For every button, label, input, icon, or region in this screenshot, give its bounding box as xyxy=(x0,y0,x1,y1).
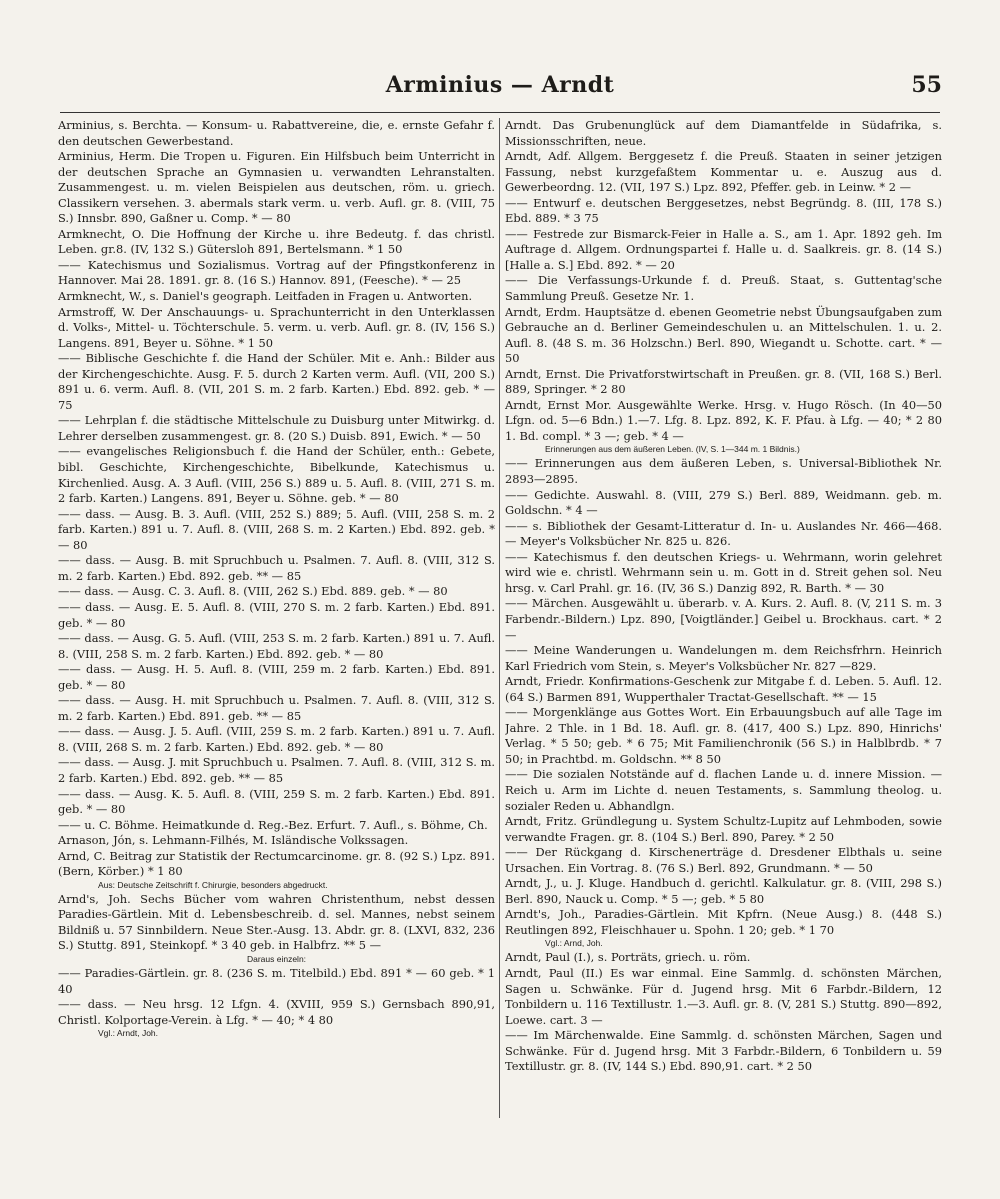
source-note: Vgl.: Arnd, Joh. xyxy=(545,938,603,949)
bibliography-entry: —— Festrede zur Bismarck-Feier in Halle a. S., am 1. Apr. 1892 geh. Im Auftrage d. Allgem. Ordnungspartei f. Halle u. d. Saalkreis. gr. 8. (14 S.) [Halle a. S.] Ebd. 892. * — 20 xyxy=(505,226,942,272)
bibliography-entry: Arndt, Erdm. Hauptsätze d. ebenen Geometrie nebst Übungsaufgaben zum Gebrauche an d. Berliner Gemeindeschulen u. an Mittelschulen. 1. u. 2. Aufl. 8. (48 S. m. 36 Holzschn.) Berl. 890, Wiegandt u. Schotte. cart. * — 50 xyxy=(505,304,942,366)
bibliography-entry: —— dass. — Ausg. C. 3. Aufl. 8. (VIII, 262 S.) Ebd. 889. geb. * — 80 xyxy=(58,584,448,599)
bibliography-entry: —— dass. — Ausg. G. 5. Aufl. (VIII, 253 S. m. 2 farb. Karten.) 891 u. 7. Aufl. 8. (VIII, 258 S. m. 2 farb. Karten.) Ebd. 892. geb. * — 80 xyxy=(58,631,495,661)
bibliography-entry: —— Entwurf e. deutschen Berggesetzes, nebst Begründg. 8. (III, 178 S.) Ebd. 889. * 3 75 xyxy=(505,195,942,226)
bibliography-entry: Arndt, Ernst. Die Privatforstwirtschaft in Preußen. gr. 8. (VII, 168 S.) Berl. 889, Springer. * 2 80 xyxy=(505,366,942,397)
bibliography-entry: Arminius, s. Berchta. — Konsum- u. Rabattvereine, die, e. ernste Gefahr f. den deutschen Gewerbestand. xyxy=(58,118,495,148)
header-rule xyxy=(60,112,940,113)
bibliography-entry: —— Morgenklänge aus Gottes Wort. Ein Erbauungsbuch auf alle Tage im Jahre. 2 Thle. in 1 Bd. 18. Aufl. gr. 8. (417, 400 S.) Lpz. 890, Hinrichs' Verlag. * 5 50; geb. * 6 75; Mit Familienchronik (56 S.) in Halblbrdb. * 7 50; in Prachtbd. m. Goldschn. ** 8 50 xyxy=(505,705,942,766)
bibliography-entry: —— Im Märchenwalde. Eine Sammlg. d. schönsten Märchen, Sagen und Schwänke. Für d. Jugend hrsg. Mit 3 Farbdr.-Bildern, 6 Tonbildern u. 59 Textillustr. gr. 8. (IV, 144 S.) Ebd. 890,91. cart. * 2 50 xyxy=(505,1028,942,1074)
bibliography-entry: Arndt, Paul (I.), s. Porträts, griech. u. röm. xyxy=(505,950,751,965)
bibliography-entry: Arndt, Friedr. Konfirmations-Geschenk zur Mitgabe f. d. Leben. 5. Aufl. 12. (64 S.) Barmen 891, Wupperthaler Tractat-Gesellschaft. ** — 15 xyxy=(505,674,942,704)
bibliography-entry: —— Erinnerungen aus dem äußeren Leben, s. Universal-Bibliothek Nr. 2893—2895. xyxy=(505,456,942,487)
section-note: Daraus einzeln: xyxy=(246,953,307,964)
bibliography-entry: —— Märchen. Ausgewählt u. überarb. v. A. Kurs. 2. Aufl. 8. (V, 211 S. m. 3 Farbendr.-Bildern.) Lpz. 890, [Voigtländer.] Geibel u. Brockhaus. cart. * 2 — xyxy=(505,596,942,642)
bibliography-entry: Arndt. Das Grubenunglück auf dem Diamantfelde in Südafrika, s. Missionsschriften, neue. xyxy=(505,118,942,148)
bibliography-entry: —— dass. — Neu hrsg. 12 Lfgn. 4. (XVIII, 959 S.) Gernsbach 890,91, Christl. Kolportage-Verein. à Lfg. * — 40; * 4 80 xyxy=(58,997,495,1027)
source-note: Vgl.: Arndt, Joh. xyxy=(98,1028,159,1039)
bibliography-entry: —— dass. — Ausg. J. 5. Aufl. (VIII, 259 S. m. 2 farb. Karten.) 891 u. 7. Aufl. 8. (VIII, 268 S. m. 2 farb. Karten.) Ebd. 892. geb. * — 80 xyxy=(58,724,495,754)
bibliography-entry: Arnd, C. Beitrag zur Statistik der Rectumcarcinome. gr. 8. (92 S.) Lpz. 891. (Bern, Körber.) * 1 80 xyxy=(58,848,495,879)
bibliography-entry: Armknecht, W., s. Daniel's geograph. Leitfaden in Fragen u. Antworten. xyxy=(58,289,473,304)
right-column xyxy=(505,118,942,1138)
bibliography-entry: —— dass. — Ausg. J. mit Spruchbuch u. Psalmen. 7. Aufl. 8. (VIII, 312 S. m. 2 farb. Karten.) Ebd. 892. geb. ** — 85 xyxy=(58,755,495,785)
page-number: 55 xyxy=(911,72,942,98)
bibliography-entry: —— Lehrplan f. die städtische Mittelschule zu Duisburg unter Mitwirkg. d. Lehrer derselben zusammengest. gr. 8. (20 S.) Duisb. 891, Ewich. * — 50 xyxy=(58,413,495,443)
bibliography-entry: —— Katechismus f. den deutschen Kriegs- u. Wehrmann, worin gelehret wird wie e. christl. Wehrmann sein u. m. Gott in d. Streit gehen sol. Neu hrsg. v. Carl Prahl. gr. 16. (IV, 36 S.) Danzig 892, R. Barth. * — 30 xyxy=(505,549,942,595)
bibliography-entry: Arndt, Ernst Mor. Ausgewählte Werke. Hrsg. v. Hugo Rösch. (In 40—50 Lfgn. od. 5—6 Bdn.) 1.—7. Lfg. 8. Lpz. 892, K. F. Pfau. à Lfg. — 40; * 2 80 1. Bd. compl. * 3 —; geb. * 4 — xyxy=(505,397,942,443)
left-column xyxy=(58,118,495,1138)
running-head xyxy=(0,72,1000,102)
bibliography-entry: —— Der Rückgang d. Kirschenerträge d. Dresdener Elbthals u. seine Ursachen. Ein Vortrag. 8. (76 S.) Berl. 892, Grundmann. * — 50 xyxy=(505,845,942,875)
bibliography-entry: Arndt's, Joh., Paradies-Gärtlein. Mit Kpfrn. (Neue Ausg.) 8. (448 S.) Reutlingen 892, Fleischhauer u. Spohn. 1 20; geb. * 1 70 xyxy=(505,907,942,937)
column-divider xyxy=(499,118,500,1118)
bibliography-entry: —— Biblische Geschichte f. die Hand der Schüler. Mit e. Anh.: Bilder aus der Kirchengeschichte. Ausg. F. 5. durch 2 Karten verm. Aufl. (VII, 200 S.) 891 u. 6. verm. Aufl. 8. (VII, 201 S. m. 2 farb. Karten.) Ebd. 892. geb. * — 75 xyxy=(58,351,495,412)
bibliography-entry: Arnd's, Joh. Sechs Bücher vom wahren Christenthum, nebst dessen Paradies-Gärtlein. Mit d. Lebensbeschreib. d. sel. Mannes, nebst seinem Bildniß u. 57 Sinnbildern. Neue Ster.-Ausg. 13. Abdr. gr. 8. (LXVI, 832, 236 S.) Stuttg. 891, Steinkopf. * 3 40 geb. in Halbfrz. ** 5 — xyxy=(58,891,495,953)
bibliography-entry: —— Gedichte. Auswahl. 8. (VIII, 279 S.) Berl. 889, Weidmann. geb. m. Goldschn. * 4 — xyxy=(505,487,942,518)
bibliography-entry: —— Paradies-Gärtlein. gr. 8. (236 S. m. Titelbild.) Ebd. 891 * — 60 geb. * 1 40 xyxy=(58,965,495,996)
bibliography-entry: —— dass. — Ausg. E. 5. Aufl. 8. (VIII, 270 S. m. 2 farb. Karten.) Ebd. 891. geb. * — 80 xyxy=(58,599,495,630)
bibliography-entry: —— evangelisches Religionsbuch f. die Hand der Schüler, enth.: Gebete, bibl. Geschichte, Kirchengeschichte, Bibelkunde, Katechismus u. Kirchenlied. Ausg. A. 3 Aufl. (VIII, 256 S.) 889 u. 5. Aufl. 8. (VIII, 271 S. m. 2 farb. Karten.) Langens. 891, Beyer u. Söhne. geb. * — 80 xyxy=(58,444,495,506)
bibliography-entry: Arndt, Fritz. Gründlegung u. System Schultz-Lupitz auf Lehmboden, sowie verwandte Fragen. gr. 8. (104 S.) Berl. 890, Parey. * 2 50 xyxy=(505,814,942,844)
bibliography-entry: —— dass. — Ausg. B. mit Spruchbuch u. Psalmen. 7. Aufl. 8. (VIII, 312 S. m. 2 farb. Karten.) Ebd. 892. geb. ** — 85 xyxy=(58,553,495,583)
bibliography-entry: Arndt, Paul (II.) Es war einmal. Eine Sammlg. d. schönsten Märchen, Sagen u. Schwänke. Für d. Jugend hrsg. Mit 6 Farbdr.-Bildern, 12 Tonbildern u. 116 Textillustr. 1.—3. Aufl. gr. 8. (V, 281 S.) Stuttg. 890—892, Loewe. cart. 3 — xyxy=(505,965,942,1027)
bibliography-entry: —— dass. — Ausg. H. mit Spruchbuch u. Psalmen. 7. Aufl. 8. (VIII, 312 S. m. 2 farb. Karten.) Ebd. 891. geb. ** — 85 xyxy=(58,693,495,723)
bibliography-entry: Arnason, Jón, s. Lehmann-Filhés, M. Isländische Volkssagen. xyxy=(58,833,409,848)
page-title: Arminius — Arndt xyxy=(385,72,615,98)
bibliography-entry: —— s. Bibliothek der Gesamt-Litteratur d. In- u. Auslandes Nr. 466—468. — Meyer's Volksbücher Nr. 825 u. 826. xyxy=(505,518,942,549)
bibliography-entry: —— Die sozialen Notstände auf d. flachen Lande u. d. innere Mission. — Reich u. Arm im Lichte d. neuen Testaments, s. Sammlung theolog. u. sozialer Reden u. Abhandlgn. xyxy=(505,767,942,813)
bibliography-entry: Arndt, J., u. J. Kluge. Handbuch d. gerichtl. Kalkulatur. gr. 8. (VIII, 298 S.) Berl. 890, Nauck u. Comp. * 5 —; geb. * 5 80 xyxy=(505,876,942,906)
bibliography-entry: —— u. C. Böhme. Heimatkunde d. Reg.-Bez. Erfurt. 7. Aufl., s. Böhme, Ch. xyxy=(58,817,488,832)
bibliography-entry: —— Meine Wanderungen u. Wandelungen m. dem Reichsfrhrn. Heinrich Karl Friedrich vom Stein, s. Meyer's Volksbücher Nr. 827 —829. xyxy=(505,643,942,673)
source-note: Erinnerungen aus dem äußeren Leben. (IV, S. 1—344 m. 1 Bildnis.) xyxy=(545,444,800,455)
source-note: Aus: Deutsche Zeitschrift f. Chirurgie, besonders abgedruckt. xyxy=(98,879,328,890)
bibliography-entry: Armstroff, W. Der Anschauungs- u. Sprachunterricht in den Unterklassen d. Volks-, Mittel- u. Töchterschule. 5. verm. u. verb. Aufl. gr. 8. (IV, 156 S.) Langens. 891, Beyer u. Söhne. * 1 50 xyxy=(58,304,495,350)
bibliography-entry: Arminius, Herm. Die Tropen u. Figuren. Ein Hilfsbuch beim Unterricht in der deutschen Sprache an Gymnasien u. verwandten Lehranstalten. Zusammengest. u. m. vielen Beispielen aus deutschen, röm. u. griech. Classikern versehen. 3. abermals stark verm. u. verb. Aufl. gr. 8. (VIII, 75 S.) Innsbr. 890, Gaßner u. Comp. * — 80 xyxy=(58,149,495,226)
bibliography-entry: —— Katechismus und Sozialismus. Vortrag auf der Pfingstkonferenz in Hannover. Mai 28. 1891. gr. 8. (16 S.) Hannov. 891, (Feesche). * — 25 xyxy=(58,257,495,288)
bibliography-entry: —— dass. — Ausg. B. 3. Aufl. (VIII, 252 S.) 889; 5. Aufl. (VIII, 258 S. m. 2 farb. Karten.) 891 u. 7. Aufl. 8. (VIII, 268 S. m. 2 Karten.) Ebd. 892. geb. * — 80 xyxy=(58,506,495,552)
bibliography-entry: Armknecht, O. Die Hoffnung der Kirche u. ihre Bedeutg. f. das christl. Leben. gr.8. (IV, 132 S.) Gütersloh 891, Bertelsmann. * 1 50 xyxy=(58,226,495,257)
bibliography-entry: —— dass. — Ausg. H. 5. Aufl. 8. (VIII, 259 m. 2 farb. Karten.) Ebd. 891. geb. * — 80 xyxy=(58,662,495,692)
bibliography-entry: —— dass. — Ausg. K. 5. Aufl. 8. (VIII, 259 S. m. 2 farb. Karten.) Ebd. 891. geb. * — 80 xyxy=(58,786,495,817)
bibliography-entry: —— Die Verfassungs-Urkunde f. d. Preuß. Staat, s. Guttentag'sche Sammlung Preuß. Gesetze Nr. 1. xyxy=(505,273,942,304)
bibliography-entry: Arndt, Adf. Allgem. Berggesetz f. die Preuß. Staaten in seiner jetzigen Fassung, nebst kurzgefaßtem Kommentar u. e. Auszug aus d. Gewerbeordng. 12. (VII, 197 S.) Lpz. 892, Pfeffer. geb. in Leinw. * 2 — xyxy=(505,149,942,195)
